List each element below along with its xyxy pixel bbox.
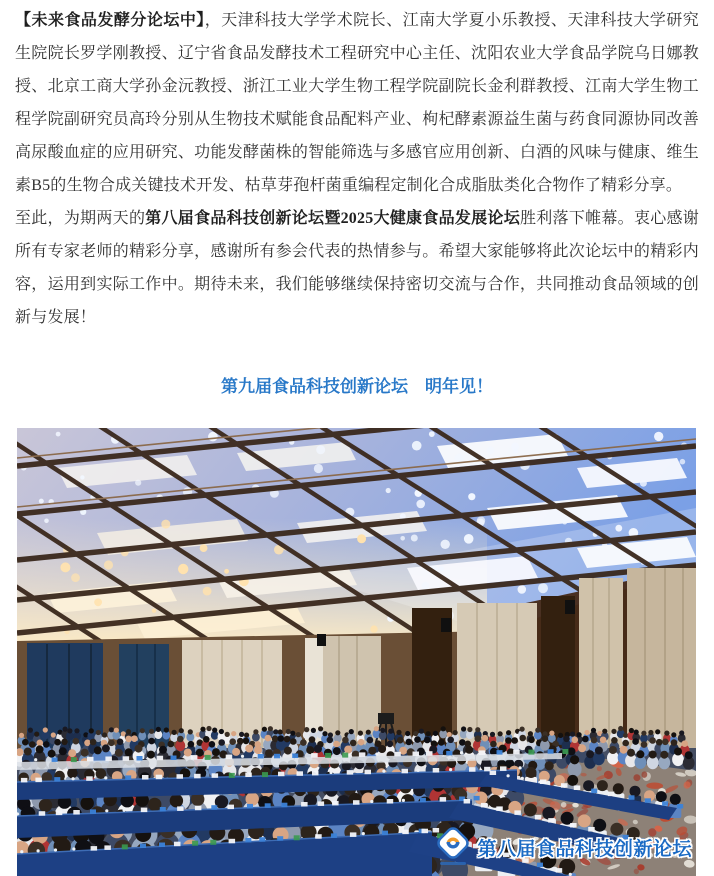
paragraph-text: ，天津科技大学学术院长、江南大学夏小乐教授、天津科技大学研究生院院长罗学刚教授、辽宁省食品发酵技术工程研究中心主任、沈阳农业大学食品学院乌日娜教授、北京工商大学孙金沅教授、浙江工业大学生物工程学院副院长金利群教授、江南大学生物工程学院副研究员高玲分别从生物技术赋能食品配料产业、枸杞酵素源益生菌与药食同源协同改善高尿酸血症的应用研究、功能发酵菌株的智能筛选与多感官应用创新、白酒的风味与健康、维生素B5的生物合成关键技术开发、枯草芽孢杆菌重编程定制化合成脂肽类化合物作了精彩分享。	[15, 12, 699, 194]
photo-watermark	[434, 826, 692, 868]
forum-logo-icon	[434, 826, 472, 868]
watermark-logo-subtext	[440, 862, 466, 865]
speaker	[317, 634, 326, 646]
next-forum-heading: 第九届食品科技创新论坛 明年见！	[15, 374, 699, 400]
article-body	[0, 0, 714, 400]
conference-hall-photo	[17, 428, 696, 876]
closing-pre: 至此，为期两天的	[15, 210, 145, 227]
conference-hall-illustration	[17, 428, 696, 876]
paragraph-closing	[15, 202, 699, 334]
closing-post: 胜利落下帷幕。衷心感谢所有专家老师的精彩分享，感谢所有参会代表的热情参与。希望大家能够将此次论坛中的精彩内容，运用到实际工作中。期待未来，我们能够继续保持密切交流与合作，共同推动食品领域的创新与发展！	[15, 210, 699, 326]
paragraph-forum-summary	[15, 4, 699, 202]
watermark-text: 第八届食品科技创新论坛	[477, 834, 692, 861]
speaker	[441, 618, 451, 632]
closing-forum-name-bold: 第八届食品科技创新论坛暨2025大健康食品发展论坛	[145, 210, 520, 227]
paragraph-lead-bold: 【未来食品发酵分论坛中】	[15, 12, 205, 29]
speaker	[565, 600, 575, 614]
